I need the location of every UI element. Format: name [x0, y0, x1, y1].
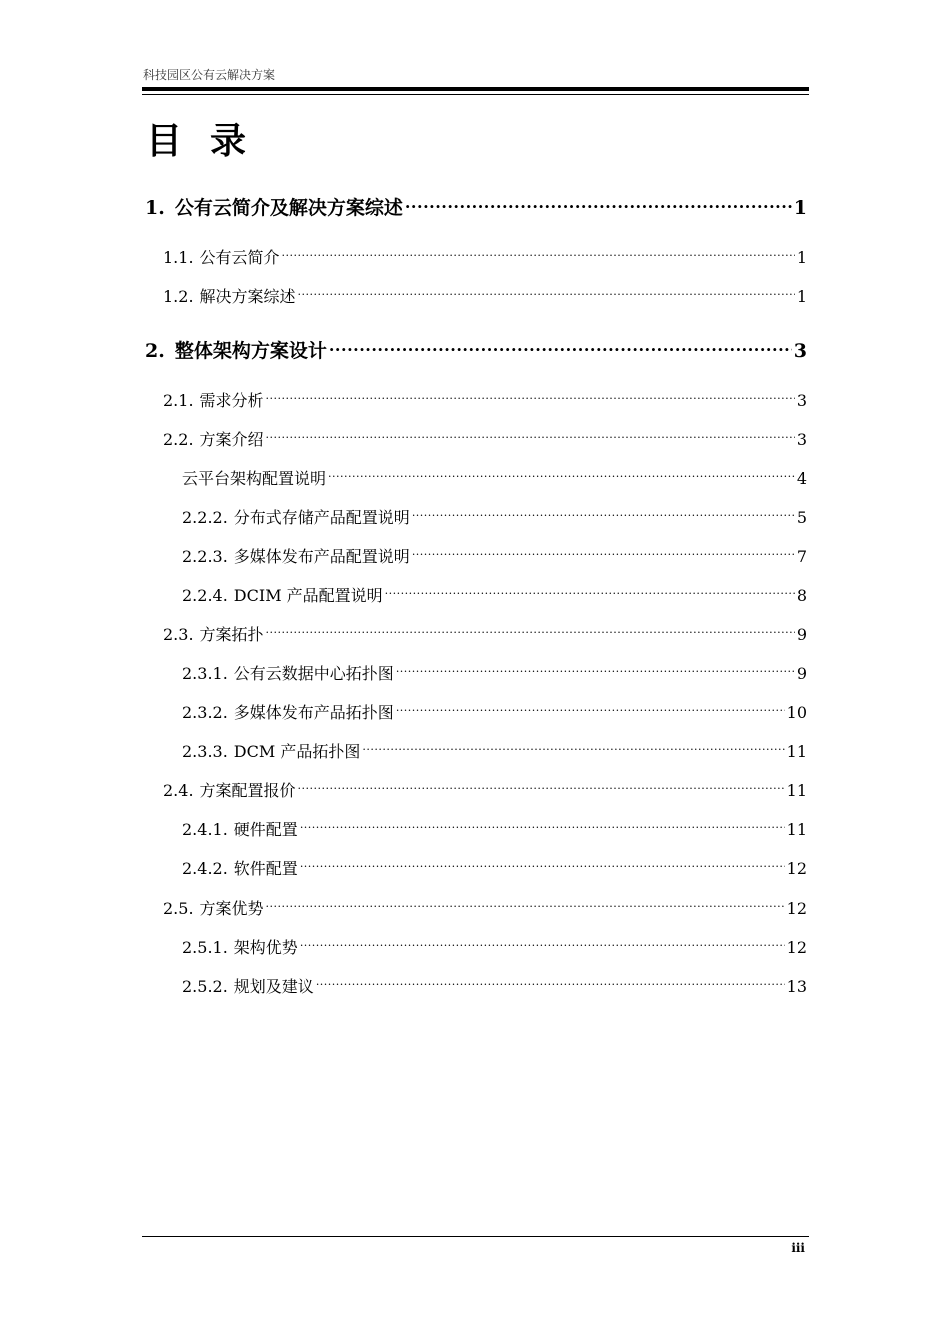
footer-rule [142, 1236, 809, 1237]
toc-entry-page: 1 [793, 197, 807, 219]
toc-entry-label: DCIM 产品配置说明 [233, 586, 383, 605]
toc-entry-number: 2.5.1. [182, 938, 228, 957]
toc-entry-label: 多媒体发布产品配置说明 [233, 547, 410, 566]
toc-entry-label: 规划及建议 [233, 977, 314, 996]
toc-entry-page: 12 [786, 938, 807, 957]
toc-entry-number: 2. [145, 340, 165, 362]
toc-dot-leader [316, 976, 785, 992]
header-rule-thick [142, 87, 809, 91]
toc-entry[interactable] [182, 741, 807, 763]
toc-entry-number: 2.5.2. [182, 977, 228, 996]
toc-entry-number: 2.3.3. [182, 742, 228, 761]
toc-entry-label: 公有云数据中心拓扑图 [233, 664, 394, 683]
toc-entry[interactable] [163, 247, 807, 269]
toc-entry-page: 1 [796, 287, 807, 306]
toc-entry-page: 11 [786, 742, 807, 761]
toc-dot-leader [405, 195, 792, 214]
toc-entry-number: 2.3.1. [182, 664, 228, 683]
toc-entry-number: 2.3.2. [182, 703, 228, 722]
toc-dot-leader [328, 468, 795, 484]
toc-entry-page: 5 [796, 508, 807, 527]
toc-entry-number: 2.2.3. [182, 547, 228, 566]
toc-dot-leader [412, 546, 795, 562]
toc-dot-leader [329, 338, 792, 357]
toc-dot-leader [396, 702, 785, 718]
toc-dot-leader [362, 741, 784, 757]
toc-entry-page: 13 [786, 977, 807, 996]
toc-entry-page: 3 [793, 340, 807, 362]
toc-entry[interactable] [163, 429, 807, 451]
toc-entry-page: 12 [786, 859, 807, 878]
toc-entry-page: 3 [796, 391, 807, 410]
toc-dot-leader [396, 663, 795, 679]
toc-entry-page: 10 [786, 703, 807, 722]
page-number: iii [791, 1241, 805, 1255]
toc-entry-page: 8 [796, 586, 807, 605]
toc-entry[interactable] [182, 702, 807, 724]
toc-entry-page: 11 [786, 781, 807, 800]
toc-entry-label: 分布式存储产品配置说明 [233, 508, 410, 527]
toc-entry[interactable] [163, 898, 807, 920]
toc-entry-page: 3 [796, 430, 807, 449]
toc-entry-page: 7 [796, 547, 807, 566]
toc-entry-label: 架构优势 [233, 938, 298, 957]
toc-entry-number: 2.3. [163, 625, 194, 644]
toc-entry[interactable] [163, 624, 807, 646]
toc-entry-label: 方案介绍 [199, 430, 264, 449]
running-header: 科技园区公有云解决方案 [143, 68, 276, 82]
toc-dot-leader [266, 390, 795, 406]
toc-entry-label: 方案配置报价 [199, 781, 296, 800]
toc-entry[interactable] [145, 195, 807, 221]
toc-entry-number: 2.4.2. [182, 859, 228, 878]
toc-dot-leader [282, 247, 795, 263]
toc-entry[interactable] [163, 780, 807, 802]
toc-entry-label: 硬件配置 [233, 820, 298, 839]
toc-entry-label: 公有云简介及解决方案综述 [174, 197, 403, 219]
toc-entry-number: 1.1. [163, 248, 194, 267]
toc-dot-leader [300, 858, 785, 874]
toc-entry-label: 需求分析 [199, 391, 264, 410]
toc-entry-number: 1. [145, 197, 165, 219]
toc-entry[interactable] [182, 937, 807, 959]
toc-entry-number: 1.2. [163, 287, 194, 306]
toc-entry-page: 1 [796, 248, 807, 267]
toc-entry-label: 解决方案综述 [199, 287, 296, 306]
toc-entry-number: 2.4. [163, 781, 194, 800]
toc-entry-number: 2.1. [163, 391, 194, 410]
toc-entry-label: 方案优势 [199, 899, 264, 918]
toc-entry[interactable] [163, 286, 807, 308]
toc-entry[interactable] [145, 338, 807, 364]
toc-dot-leader [298, 780, 785, 796]
toc-entry-label: DCM 产品拓扑图 [233, 742, 361, 761]
toc-entry-label: 方案拓扑 [199, 625, 264, 644]
toc-entry[interactable] [182, 507, 807, 529]
toc-entry-number: 2.2.4. [182, 586, 228, 605]
toc-entry-page: 9 [796, 625, 807, 644]
toc-entry[interactable] [182, 858, 807, 880]
toc-entry-label: 公有云简介 [199, 248, 280, 267]
toc-entry-label: 整体架构方案设计 [174, 340, 327, 362]
toc-entry-label: 云平台架构配置说明 [182, 469, 327, 488]
toc-entry-label: 软件配置 [233, 859, 298, 878]
toc-dot-leader [300, 819, 785, 835]
header-rule-thin [142, 94, 809, 95]
toc-entry-page: 12 [786, 899, 807, 918]
toc-entry-label: 多媒体发布产品拓扑图 [233, 703, 394, 722]
toc-entry[interactable] [182, 468, 807, 490]
toc-entry-page: 11 [786, 820, 807, 839]
toc-entry-number: 2.5. [163, 899, 194, 918]
toc-entry[interactable] [182, 546, 807, 568]
toc-entry-number: 2.2.2. [182, 508, 228, 527]
toc-dot-leader [266, 429, 795, 445]
toc-dot-leader [412, 507, 795, 523]
toc-entry[interactable] [163, 390, 807, 412]
toc-entry[interactable] [182, 585, 807, 607]
toc-entry-number: 2.2. [163, 430, 194, 449]
toc-entry-page: 4 [796, 469, 807, 488]
toc-entry-page: 9 [796, 664, 807, 683]
toc-entry-number: 2.4.1. [182, 820, 228, 839]
toc-dot-leader [266, 898, 785, 914]
toc-dot-leader [300, 937, 785, 953]
toc-entry[interactable] [182, 976, 807, 998]
toc-entry[interactable] [182, 663, 807, 685]
toc-dot-leader [266, 624, 795, 640]
toc-entry[interactable] [182, 819, 807, 841]
toc-title: 目录 [146, 120, 275, 162]
toc-dot-leader [298, 286, 795, 302]
toc-dot-leader [385, 585, 795, 601]
